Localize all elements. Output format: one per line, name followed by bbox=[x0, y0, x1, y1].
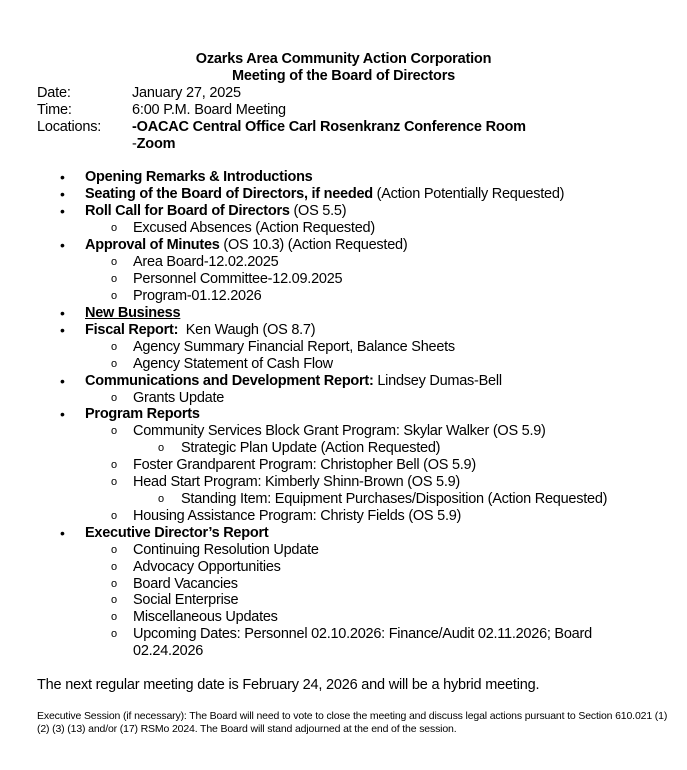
sub-item-head-start: Head Start Program: Kimberly Shinn-Brown (OS 5.9) bbox=[133, 474, 461, 490]
sub-item-excused-absences: Excused Absences (Action Requested) bbox=[133, 220, 375, 236]
roll-call-label: Roll Call for Board of Directors bbox=[85, 203, 290, 219]
agenda-item-fiscal bbox=[85, 322, 315, 339]
sub-item-upcoming-dates: Upcoming Dates: Personnel 02.10.2026: Finance/Audit 02.11.2026; Board bbox=[133, 626, 592, 642]
sub-item-minutes: Program-01.12.2026 bbox=[133, 288, 262, 304]
agenda-item-seating bbox=[85, 186, 564, 203]
agenda-item-communications bbox=[85, 373, 502, 390]
location-2-prefix: - bbox=[132, 136, 137, 152]
circle-bullet-icon: o bbox=[111, 510, 118, 522]
sub-item-grants-update: Grants Update bbox=[133, 390, 225, 406]
sub-item-fiscal: Agency Summary Financial Report, Balance Sheets bbox=[133, 339, 455, 355]
organization-title: Ozarks Area Community Action Corporation bbox=[195, 51, 492, 67]
fiscal-note: Ken Waugh (OS 8.7) bbox=[178, 322, 316, 338]
bullet-icon: • bbox=[60, 525, 65, 541]
minutes-note: (OS 10.3) (Action Requested) bbox=[219, 237, 408, 253]
circle-bullet-icon: o bbox=[111, 578, 118, 590]
agenda-item-executive-director: Executive Director’s Report bbox=[85, 525, 269, 541]
bullet-icon: • bbox=[60, 169, 65, 185]
circle-bullet-icon: o bbox=[111, 290, 118, 302]
sub-item-minutes: Personnel Committee-12.09.2025 bbox=[133, 271, 343, 287]
sub-item-upcoming-dates-continued: 02.24.2026 bbox=[133, 643, 204, 659]
sub-item-csbg: Community Services Block Grant Program: Skylar Walker (OS 5.9) bbox=[133, 423, 546, 439]
location-2-text: Zoom bbox=[136, 136, 176, 152]
sub-item-executive: Continuing Resolution Update bbox=[133, 542, 319, 558]
location-1: -OACAC Central Office Carl Rosenkranz Conference Room bbox=[132, 119, 526, 135]
time-value: 6:00 P.M. Board Meeting bbox=[132, 102, 286, 118]
bullet-icon: • bbox=[60, 203, 65, 219]
agenda-item-minutes bbox=[85, 237, 407, 254]
circle-bullet-icon: o bbox=[111, 358, 118, 370]
circle-bullet-icon: o bbox=[111, 544, 118, 556]
circle-bullet-icon: o bbox=[111, 561, 118, 573]
circle-bullet-icon: o bbox=[111, 392, 118, 404]
circle-bullet-icon: o bbox=[111, 459, 118, 471]
executive-session-note: Executive Session (if necessary): The Board will need to vote to close the meeting and discuss legal actions pursuant to Section 610.021 (1) (2) (3) (13) and/or (17) RSMo 2024. The Board will stand adjourned at the end of the session. bbox=[37, 710, 668, 735]
circle-bullet-icon: o bbox=[111, 341, 118, 353]
fiscal-label: Fiscal Report: bbox=[85, 322, 179, 338]
bullet-icon: • bbox=[60, 186, 65, 202]
sub-item-minutes: Area Board-12.02.2025 bbox=[133, 254, 279, 270]
roll-call-note: (OS 5.5) bbox=[289, 203, 347, 219]
seating-label: Seating of the Board of Directors, if needed bbox=[85, 186, 373, 202]
seating-note: (Action Potentially Requested) bbox=[372, 186, 565, 202]
sub-item-executive: Board Vacancies bbox=[133, 576, 238, 592]
agenda-item-opening: Opening Remarks & Introductions bbox=[85, 169, 313, 185]
locations-label: Locations: bbox=[37, 119, 102, 135]
sub-item-housing: Housing Assistance Program: Christy Fields (OS 5.9) bbox=[133, 508, 462, 524]
sub-item-foster-grandparent: Foster Grandparent Program: Christopher Bell (OS 5.9) bbox=[133, 457, 476, 473]
sub-item-executive: Social Enterprise bbox=[133, 592, 239, 608]
agenda-item-roll-call bbox=[85, 203, 346, 220]
circle-bullet-icon: o bbox=[111, 222, 118, 234]
communications-label: Communications and Development Report: bbox=[85, 373, 374, 389]
bullet-icon: • bbox=[60, 322, 65, 338]
sub-sub-item-equipment: Standing Item: Equipment Purchases/Disposition (Action Requested) bbox=[181, 491, 608, 507]
circle-bullet-icon: o bbox=[111, 425, 118, 437]
bullet-icon: • bbox=[60, 237, 65, 253]
circle-bullet-icon: o bbox=[111, 273, 118, 285]
circle-bullet-icon: o bbox=[111, 628, 118, 640]
date-label: Date: bbox=[37, 85, 71, 101]
circle-bullet-icon: o bbox=[111, 256, 118, 268]
meeting-title: Meeting of the Board of Directors bbox=[232, 68, 455, 84]
sub-item-executive: Miscellaneous Updates bbox=[133, 609, 278, 625]
location-2 bbox=[132, 136, 175, 153]
communications-note: Lindsey Dumas-Bell bbox=[373, 373, 502, 389]
agenda-item-program-reports: Program Reports bbox=[85, 406, 200, 422]
sub-item-executive: Advocacy Opportunities bbox=[133, 559, 281, 575]
date-value: January 27, 2025 bbox=[132, 85, 241, 101]
bullet-icon: • bbox=[60, 305, 65, 321]
circle-bullet-icon: o bbox=[111, 594, 118, 606]
bullet-icon: • bbox=[60, 406, 65, 422]
circle-bullet-icon: o bbox=[111, 611, 118, 623]
time-label: Time: bbox=[37, 102, 72, 118]
bullet-icon: • bbox=[60, 373, 65, 389]
sub-item-fiscal: Agency Statement of Cash Flow bbox=[133, 356, 333, 372]
minutes-label: Approval of Minutes bbox=[85, 237, 220, 253]
agenda-item-new-business: New Business bbox=[85, 305, 181, 321]
circle-bullet-icon: o bbox=[158, 442, 165, 454]
sub-sub-item-strategic-plan: Strategic Plan Update (Action Requested) bbox=[181, 440, 441, 456]
circle-bullet-icon: o bbox=[158, 493, 165, 505]
next-meeting-note: The next regular meeting date is February 24, 2026 and will be a hybrid meeting. bbox=[37, 677, 540, 693]
circle-bullet-icon: o bbox=[111, 476, 118, 488]
